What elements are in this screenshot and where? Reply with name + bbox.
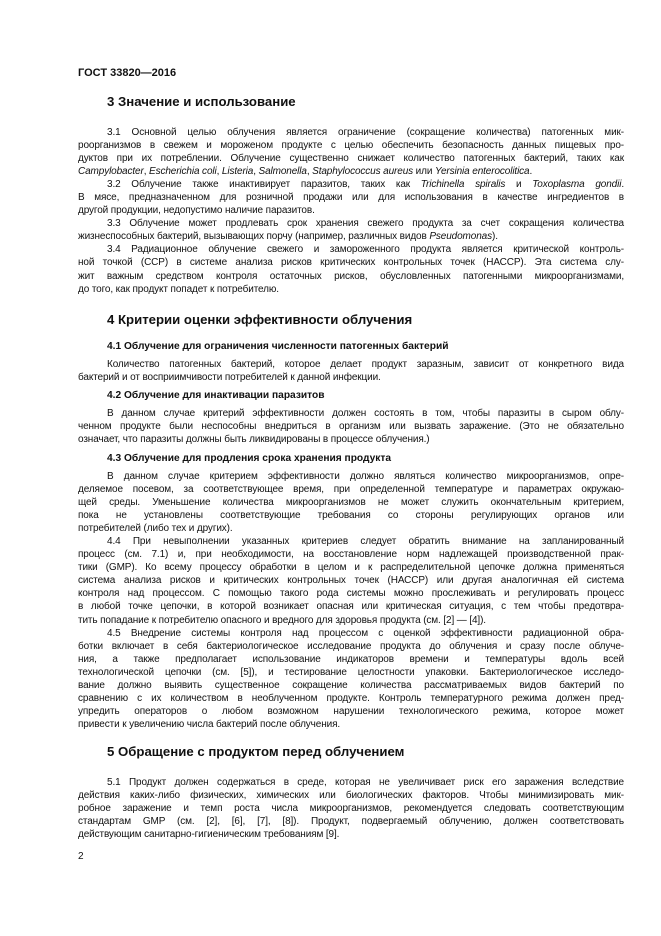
paragraph bbox=[78, 535, 624, 627]
text-line: жит важным средством контроля остаточных рисков, обусловленных патогенными микроорганизмами, bbox=[78, 270, 624, 282]
text-segment: 3.2 Облучение также инактивирует паразитов, таких как bbox=[107, 178, 421, 190]
text-segment: ). bbox=[491, 231, 498, 243]
italic-term: Trichinella spiralis bbox=[420, 178, 506, 190]
paragraph bbox=[78, 470, 624, 535]
text-line: пока не установлены соответствующие требования со стороны регулирующих органов или bbox=[78, 509, 624, 521]
text-line bbox=[78, 165, 624, 178]
paragraph bbox=[78, 126, 624, 178]
italic-term: Yersinia enterocolitica bbox=[434, 165, 530, 177]
paragraph bbox=[78, 407, 624, 446]
text-line: 3.3 Облучение может продлевать срок хранения свежего продукта за счет сокращения количества bbox=[107, 218, 624, 230]
text-line: В данном случае критерий эффективности должен состоять в том, чтобы паразиты в сыром облу- bbox=[107, 408, 624, 419]
text-line: В мясе, предназначенном для розничной продажи или для использования в качестве ингредиентов в bbox=[78, 191, 624, 203]
text-line: деляемое посевом, за соответствующее время, при определенной температуре и параметрах окружаю- bbox=[78, 483, 624, 495]
text-line: упредить операторов о любом возможном нарушении технологического режима, которое может bbox=[78, 706, 624, 718]
text-segment: , bbox=[253, 165, 259, 177]
text-line bbox=[78, 230, 624, 243]
text-line: вание должно выявить существенное сокращение количества рассматриваемых видов бактерий по bbox=[78, 680, 624, 692]
page-number: 2 bbox=[78, 851, 84, 862]
italic-term: Toxoplasma gondii bbox=[532, 178, 622, 190]
text-line: тики (GMP). Ко всему процессу обработки в целом и к распределительной цепочке должна применяться bbox=[78, 562, 624, 574]
italic-term: Campylobacter bbox=[78, 165, 144, 177]
text-line: ботки включает в себя бактериологическое исследование продукта до облучения и сразу после облуче- bbox=[78, 640, 624, 652]
section-heading: 4 Критерии оценки эффективности облучения bbox=[107, 312, 413, 327]
paragraph bbox=[78, 627, 624, 732]
paragraph bbox=[78, 776, 624, 841]
text-line: роорганизмов в свежем и мороженом продукте с целью обеспечить безопасность данных пищевых про- bbox=[78, 139, 624, 151]
subsection-heading: 4.2 Облучение для инактивации паразитов bbox=[107, 390, 325, 401]
text-segment: или bbox=[413, 165, 435, 177]
text-line: 4.5 Внедрение системы контроля над процессом с оценкой эффективности радиационной обра- bbox=[107, 627, 624, 639]
text-line: 4.4 При невыполнении указанных критериев следует обратить внимание на запланированный bbox=[107, 536, 624, 547]
paragraph bbox=[78, 243, 624, 295]
section-heading: 5 Обращение с продуктом перед облучением bbox=[107, 744, 405, 759]
text-line: стандартам GMP (см. [2], [6], [7], [8]). Продукт, подвергаемый облучению, должен соответствовать bbox=[78, 815, 624, 827]
paragraph bbox=[78, 358, 624, 384]
italic-term: Escherichia coli bbox=[149, 165, 217, 177]
text-segment: жизнеспособных бактерий, вызывающих порчу (например, различных видов bbox=[78, 231, 430, 243]
section-heading: 3 Значение и использование bbox=[107, 94, 296, 109]
paragraph bbox=[78, 178, 624, 217]
text-segment: , bbox=[216, 165, 222, 177]
text-line: означает, что паразиты должны быть ликвидированы в процессе облучения.) bbox=[78, 434, 430, 446]
italic-term: Salmonella bbox=[258, 165, 307, 177]
text-line: 5.1 Продукт должен содержаться в среде, которая не увеличивает риск его заражения вследствие bbox=[107, 776, 624, 788]
text-line: другой продукции, недопустимо наличие паразитов. bbox=[78, 205, 315, 217]
text-line: Количество патогенных бактерий, которое делает продукт заразным, зависит от конкретного вида bbox=[107, 359, 624, 370]
text-line: ной точкой (ССР) в системе анализа рисков критических контрольных точек (НАССР). Эта система слу- bbox=[78, 257, 624, 269]
text-line: действия каких-либо физических, химических или биологических факторов. Чтобы минимизировать мик- bbox=[78, 789, 624, 801]
text-segment: и bbox=[505, 178, 533, 190]
text-segment: . bbox=[621, 178, 624, 190]
text-line bbox=[78, 178, 624, 191]
italic-term: Staphylococcus aureus bbox=[312, 165, 414, 177]
text-line: система анализа рисков и критических контрольных точек (НАССР) или другая аналогичная ей система bbox=[78, 575, 624, 587]
italic-term: Listeria bbox=[221, 165, 254, 177]
text-line: бактерий и от восприимчивости потребителей к данной инфекции. bbox=[78, 372, 381, 384]
text-segment: . bbox=[529, 165, 533, 177]
text-line: щей среды. Уменьшение количества микроорганизмов не может служить окончательным критерием, bbox=[78, 496, 624, 508]
text-line: технологической цепочки (см. [5]), и тестирование целостности упаковки. Бактериологическое исследо- bbox=[78, 666, 624, 678]
subsection-heading: 4.1 Облучение для ограничения численности патогенных бактерий bbox=[107, 341, 449, 352]
italic-term: Pseudomonas bbox=[429, 231, 492, 243]
text-line: робное заражение и темп роста числа микроорганизмов, рекомендуется следовать соответствующим bbox=[78, 802, 624, 814]
subsection-heading: 4.3 Облучение для продления срока хранения продукта bbox=[107, 453, 392, 464]
text-line: сравнению с их количеством в необлученном продукте. Контроль температурного режима должен пред- bbox=[78, 693, 624, 705]
text-line: дуктов при их потреблении. Облучение существенно снижает количество патогенных бактерий, таких как bbox=[78, 152, 624, 164]
paragraph bbox=[78, 217, 624, 243]
text-line: тить попадание к потребителю опасного и вредного для здоровья продукта (см. [2] — [4]). bbox=[78, 614, 486, 626]
text-segment: , bbox=[143, 165, 150, 177]
text-line: в любой точке цепочки, в которой возникает опасная или критическая ситуация, с тем чтобы предотвра- bbox=[78, 601, 624, 613]
text-line: до того, как продукт попадет к потребителю. bbox=[78, 283, 279, 295]
text-line: контроля над процессом. С помощью такого рода системы можно прослеживать и регулировать процесс bbox=[78, 588, 624, 600]
text-line: потребителей (либо тех и других). bbox=[78, 522, 233, 534]
text-line: 3.4 Радиационное облучение свежего и замороженного продукта является критической контроль- bbox=[107, 244, 624, 256]
text-line: ченном продукте были неспособны внедриться в организм или вызвать заражение. (Это не обязательно bbox=[78, 421, 624, 433]
text-line: 3.1 Основной целью облучения является ограничение (сокращение количества) патогенных мик- bbox=[107, 126, 624, 138]
text-segment: , bbox=[306, 165, 313, 177]
text-line: действующим санитарно-гигиеническим требованиям [9]. bbox=[78, 828, 340, 840]
text-line: ния, а также предполагает использование индикаторов времени и температуры вдоль всей bbox=[78, 653, 624, 665]
text-line: привести к увеличению числа бактерий после облучения. bbox=[78, 719, 341, 731]
text-line: процесс (см. 7.1) и, при необходимости, на восстановление норм надлежащей производственной прак- bbox=[78, 549, 624, 561]
text-line: В данном случае критерием эффективности должно являться количество микроорганизмов, опре- bbox=[107, 470, 624, 482]
document-id-header: ГОСТ 33820—2016 bbox=[78, 67, 177, 79]
